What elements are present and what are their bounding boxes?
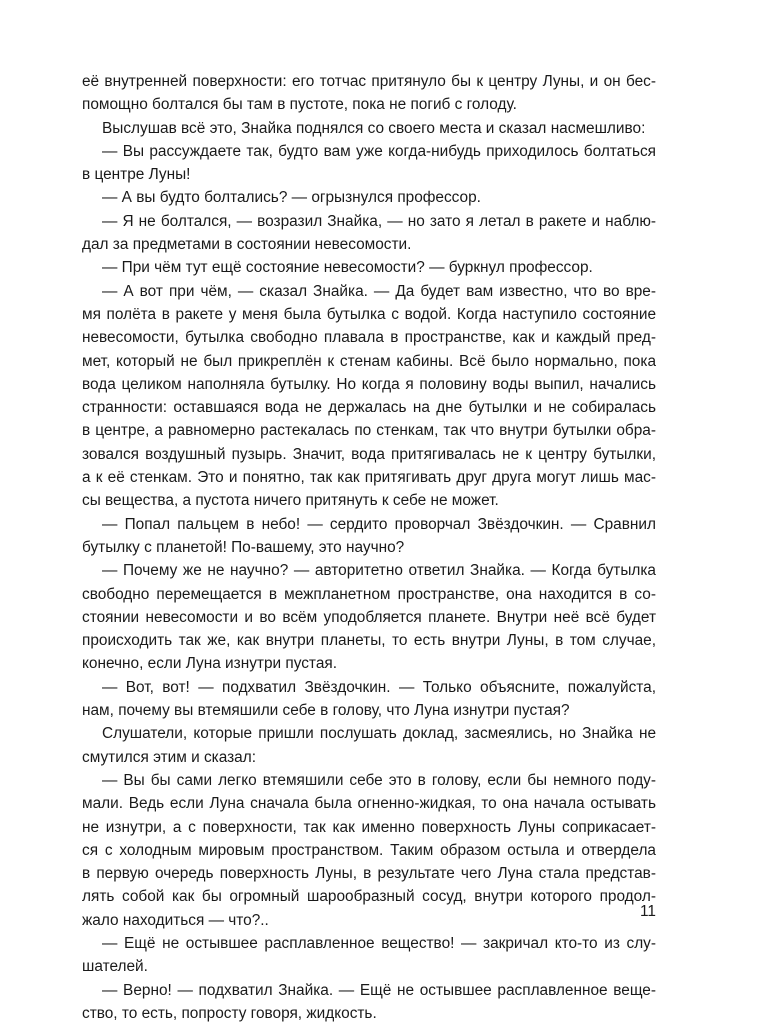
text-line: сы вещества, а пустота ничего притянуть к себе не может. <box>82 492 499 510</box>
text-line: смутился этим и сказал: <box>82 748 256 766</box>
page-body <box>82 70 656 1025</box>
text-line: — Вы рассуждаете так, будто вам уже когда-нибудь приходилось болтаться <box>102 142 656 160</box>
text-line: зовался воздушный пузырь. Значит, вода притягивалась не к центру бутылки, <box>82 445 656 463</box>
text-line: — Вы бы сами легко втемяшили себе это в голову, если бы немного поду- <box>102 771 656 789</box>
text-line: а к её стенкам. Это и понятно, так как притягивать друг друга могут лишь мас- <box>82 469 656 487</box>
text-line: — Попал пальцем в небо! — сердито проворчал Звёздочкин. — Сравнил <box>102 515 656 533</box>
text-line: дал за предметами в состоянии невесомости. <box>82 236 412 254</box>
text-line: ся с холодным мировым пространством. Таким образом остыла и отвердела <box>82 841 656 859</box>
page-number: 11 <box>640 903 656 920</box>
text-line: невесомости, бутылка свободно плавала в пространстве, как и каждый пред- <box>82 329 656 347</box>
text-line: в центре Луны! <box>82 166 191 184</box>
text-line: мали. Ведь если Луна сначала была огненно-жидкая, то она начала остывать <box>82 795 656 813</box>
text-line: вода целиком наполняла бутылку. Но когда я половину воды выпил, начались <box>82 375 656 393</box>
text-line: — Почему же не научно? — авторитетно ответил Знайка. — Когда бутылка <box>102 562 656 580</box>
text-line: в центре, а равномерно растекалась по стенкам, так что внутри бутылки обра- <box>82 422 656 440</box>
text-line: бутылку с планетой! По-вашему, это научно? <box>82 538 405 556</box>
text-line: жало находиться — что?.. <box>82 911 269 929</box>
text-line: — Ещё не остывшее расплавленное вещество! — закричал кто-то из слу- <box>102 934 656 952</box>
text-line: мет, который не был прикреплён к стенам кабины. Всё было нормально, пока <box>82 352 656 370</box>
text-line: ство, то есть, попросту говоря, жидкость. <box>82 1004 377 1022</box>
text-line: мя полёта в ракете у меня была бутылка с водой. Когда наступило состояние <box>82 305 656 323</box>
text-line: её внутренней поверхности: его тотчас притянуло бы к центру Луны, и он бес- <box>82 73 656 90</box>
text-line: нам, почему вы втемяшили себе в голову, что Луна изнутри пустая? <box>82 702 570 720</box>
text-line: — А вот при чём, — сказал Знайка. — Да будет вам известно, что во вре- <box>102 282 656 300</box>
text-line: стоянии невесомости и во всём уподобляется планете. Внутри неё всё будет <box>82 608 656 626</box>
text-line: — При чём тут ещё состояние невесомости? — буркнул профессор. <box>102 259 593 277</box>
text-line: лять собой как бы огромный шарообразный сосуд, внутри которого продол- <box>82 888 656 906</box>
text-line: Выслушав всё это, Знайка поднялся со своего места и сказал насмешливо: <box>102 119 646 137</box>
text-line: шателей. <box>82 958 148 976</box>
text-line: помощно болтался бы там в пустоте, пока не погиб с голоду. <box>82 96 517 114</box>
text-line: Слушатели, которые пришли послушать доклад, засмеялись, но Знайка не <box>102 725 656 743</box>
text-line: — Вот, вот! — подхватил Звёздочкин. — Только объясните, пожалуйста, <box>102 678 656 696</box>
text-line: — Я не болтался, — возразил Знайка, — но зато я летал в ракете и наблю- <box>102 212 656 230</box>
text-line: конечно, если Луна изнутри пустая. <box>82 655 337 673</box>
text-line: — А вы будто болтались? — огрызнулся профессор. <box>102 189 481 207</box>
text-line: не изнутри, а с поверхности, так как именно поверхность Луны соприкасает- <box>82 818 656 836</box>
text-line: свободно перемещается в межпланетном пространстве, она находится в со- <box>82 585 656 603</box>
text-line: — Верно! — подхватил Знайка. — Ещё не остывшее расплавленное веще- <box>102 981 656 999</box>
text-line: происходить так же, как внутри планеты, то есть внутри Луны, в том случае, <box>82 632 656 650</box>
text-line: в первую очередь поверхность Луны, в результате чего Луна стала представ- <box>82 865 656 883</box>
text-line: странности: оставшаяся вода не держалась на дне бутылки и не собиралась <box>82 399 656 417</box>
